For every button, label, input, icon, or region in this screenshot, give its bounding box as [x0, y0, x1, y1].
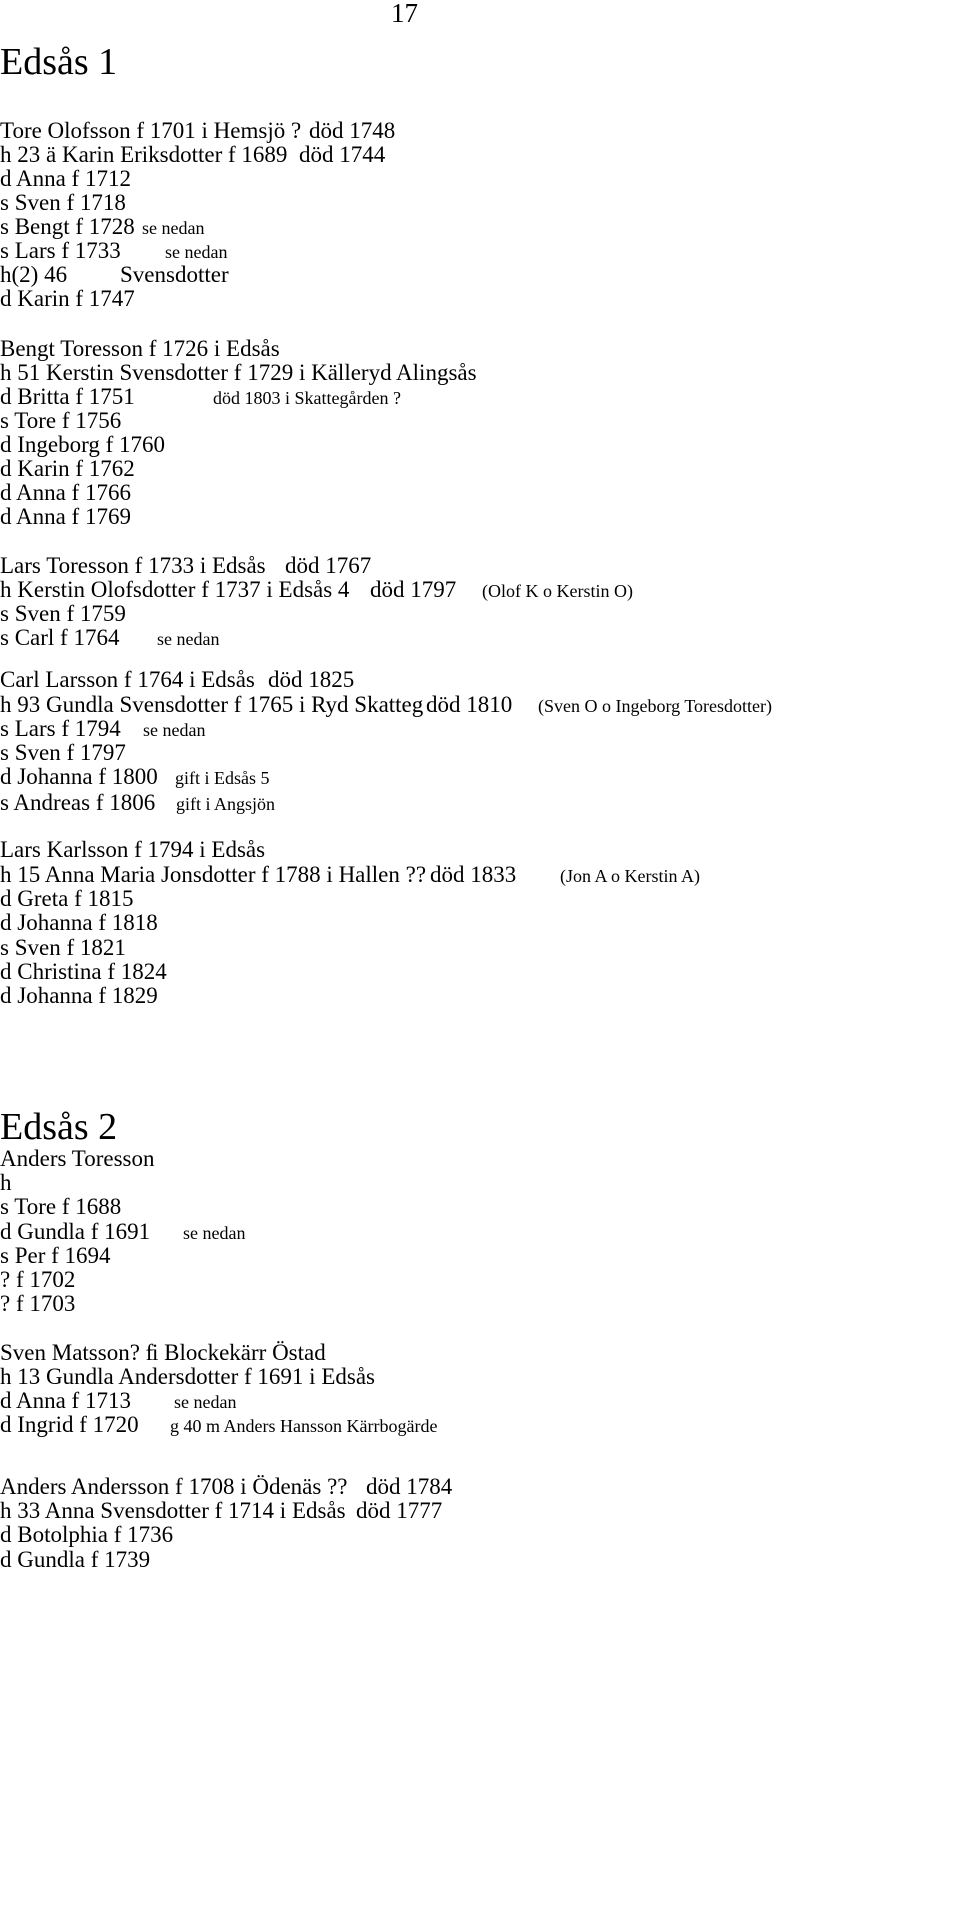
record-text: d Anna f 1766 — [0, 480, 131, 505]
record-text: d Johanna f 1818 — [0, 910, 158, 935]
record-text: d Johanna f 1829 — [0, 983, 158, 1008]
record-text: s Lars f 1794 — [0, 716, 121, 741]
record-note: död 1833 — [430, 862, 517, 887]
record-text: d Greta f 1815 — [0, 886, 134, 911]
record-text: d Gundla f 1739 — [0, 1547, 151, 1572]
record-text: h — [0, 1170, 12, 1195]
record-note: gift i Angsjön — [176, 794, 276, 814]
record-text: Carl Larsson f 1764 i Edsås — [0, 667, 255, 692]
record-note: Svensdotter — [120, 262, 229, 287]
record-note: se nedan — [165, 242, 228, 262]
record-note: se nedan — [142, 218, 205, 238]
record-text: d Gundla f 1691 — [0, 1219, 151, 1244]
record-text: Tore Olofsson f 1701 i Hemsjö ? — [0, 118, 302, 143]
record-text: s Andreas f 1806 — [0, 790, 156, 815]
record-text: s Bengt f 1728 — [0, 214, 135, 239]
record-note: död 1767 — [285, 553, 372, 578]
record-text: s Sven f 1718 — [0, 190, 126, 215]
record-text: h Kerstin Olofsdotter f 1737 i Edsås 4 — [0, 577, 350, 602]
record-text: ? f 1703 — [0, 1291, 76, 1316]
record-text: d Karin f 1762 — [0, 456, 135, 481]
record-text: d Christina f 1824 — [0, 959, 167, 984]
record-text: h 15 Anna Maria Jonsdotter f 1788 i Hallen ?? — [0, 862, 427, 887]
record-line — [0, 983, 960, 1013]
record-text: d Karin f 1747 — [0, 286, 135, 311]
record-text: s Tore f 1688 — [0, 1194, 122, 1219]
record-text: d Anna f 1713 — [0, 1388, 131, 1413]
record-note: (Sven O o Ingeborg Toresdotter) — [538, 696, 773, 716]
record-text: h 51 Kerstin Svensdotter f 1729 i Källeryd Alingsås — [0, 360, 477, 385]
record-note: i Blockekärr Östad — [152, 1340, 326, 1365]
record-line — [0, 790, 960, 820]
record-note: död 1797 — [370, 577, 457, 602]
record-text: d Ingrid f 1720 — [0, 1412, 139, 1437]
record-text: h 23 ä Karin Eriksdotter f 1689 — [0, 142, 288, 167]
record-text: d Botolphia f 1736 — [0, 1522, 174, 1547]
record-note: se nedan — [174, 1392, 237, 1412]
record-note: (Olof K o Kerstin O) — [482, 581, 633, 601]
record-line — [0, 1412, 960, 1442]
record-note: död 1744 — [299, 142, 386, 167]
record-text: d Anna f 1769 — [0, 504, 131, 529]
section-title: Edsås 1 — [0, 41, 118, 83]
record-text: s Lars f 1733 — [0, 238, 121, 263]
record-text: h(2) 46 — [0, 262, 68, 287]
record-note: (Jon A o Kerstin A) — [560, 866, 701, 886]
record-note: se nedan — [143, 720, 206, 740]
section-title: Edsås 2 — [0, 1106, 118, 1148]
record-note: död 1810 — [426, 692, 513, 717]
record-note: g 40 m Anders Hansson Kärrbogärde — [170, 1416, 438, 1436]
record-text: s Carl f 1764 — [0, 625, 120, 650]
record-note: död 1825 — [268, 667, 355, 692]
record-text: s Sven f 1797 — [0, 740, 126, 765]
record-text: s Sven f 1821 — [0, 935, 126, 960]
record-text: d Britta f 1751 — [0, 384, 135, 409]
record-line — [0, 625, 960, 655]
record-text: Lars Toresson f 1733 i Edsås — [0, 553, 266, 578]
record-text: Sven Matsson? f — [0, 1340, 154, 1365]
record-line — [0, 1291, 960, 1321]
record-text: d Ingeborg f 1760 — [0, 432, 166, 457]
record-note: död 1784 — [366, 1474, 453, 1499]
record-line — [0, 286, 960, 316]
record-text: s Tore f 1756 — [0, 408, 122, 433]
record-text: s Per f 1694 — [0, 1243, 111, 1268]
record-text: d Anna f 1712 — [0, 166, 131, 191]
record-text: h 93 Gundla Svensdotter f 1765 i Ryd Skatteg — [0, 692, 424, 717]
record-text: Bengt Toresson f 1726 i Edsås — [0, 336, 280, 361]
record-text: Anders Toresson — [0, 1146, 155, 1171]
record-text: h 33 Anna Svensdotter f 1714 i Edsås — [0, 1498, 346, 1523]
record-text: s Sven f 1759 — [0, 601, 126, 626]
page-number: 17 — [391, 0, 418, 28]
record-text: Lars Karlsson f 1794 i Edsås — [0, 837, 266, 862]
record-note: se nedan — [157, 629, 220, 649]
record-note: gift i Edsås 5 — [175, 768, 270, 788]
record-text: d Johanna f 1800 — [0, 764, 158, 789]
record-line — [0, 504, 960, 534]
record-text: ? f 1702 — [0, 1267, 76, 1292]
record-line — [0, 1547, 960, 1577]
record-text: h 13 Gundla Andersdotter f 1691 i Edsås — [0, 1364, 375, 1389]
record-note: död 1777 — [356, 1498, 443, 1523]
record-text: Anders Andersson f 1708 i Ödenäs ?? — [0, 1474, 348, 1499]
record-note: död 1803 i Skattegården ? — [213, 388, 401, 408]
record-note: död 1748 — [309, 118, 396, 143]
record-note: se nedan — [183, 1223, 246, 1243]
